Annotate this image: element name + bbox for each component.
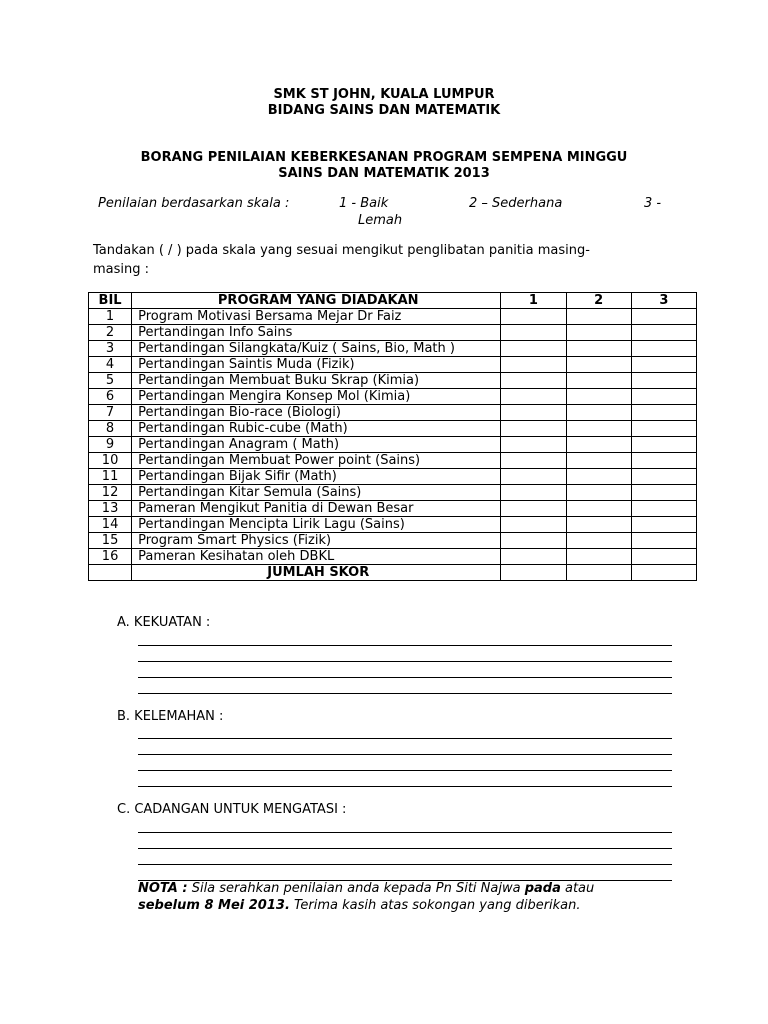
note-deadline: sebelum 8 Mei 2013. bbox=[138, 898, 290, 913]
answer-line[interactable] bbox=[138, 739, 672, 755]
row-scale-2-cell[interactable] bbox=[566, 437, 631, 453]
row-scale-2-cell[interactable] bbox=[566, 325, 631, 341]
row-scale-1-cell[interactable] bbox=[501, 437, 566, 453]
row-scale-2-cell[interactable] bbox=[566, 309, 631, 325]
table-row bbox=[89, 341, 697, 357]
row-program: Pertandingan Silangkata/Kuiz ( Sains, Bio, Math ) bbox=[132, 341, 501, 357]
table-row bbox=[89, 309, 697, 325]
instruction-line1: Tandakan ( / ) pada skala yang sesuai mengikut penglibatan panitia masing- bbox=[93, 243, 590, 258]
scale-1: 1 - Baik bbox=[339, 196, 389, 211]
row-scale-1-cell[interactable] bbox=[501, 453, 566, 469]
table-row bbox=[89, 421, 697, 437]
scale-label: Penilaian berdasarkan skala : bbox=[98, 196, 290, 211]
row-scale-1-cell[interactable] bbox=[501, 373, 566, 389]
row-scale-2-cell[interactable] bbox=[566, 549, 631, 565]
row-scale-1-cell[interactable] bbox=[501, 421, 566, 437]
row-program: Pertandingan Rubic-cube (Math) bbox=[132, 421, 501, 437]
row-scale-3-cell[interactable] bbox=[631, 357, 696, 373]
table-row bbox=[89, 325, 697, 341]
row-scale-1-cell[interactable] bbox=[501, 517, 566, 533]
section-c-lines[interactable] bbox=[138, 817, 672, 881]
table-row bbox=[89, 357, 697, 373]
row-scale-1-cell[interactable] bbox=[501, 309, 566, 325]
note-label: NOTA : bbox=[138, 881, 188, 896]
row-program: Pertandingan Kitar Semula (Sains) bbox=[132, 485, 501, 501]
row-scale-1-cell[interactable] bbox=[501, 501, 566, 517]
row-program: Pertandingan Anagram ( Math) bbox=[132, 437, 501, 453]
row-program: Pertandingan Info Sains bbox=[132, 325, 501, 341]
row-scale-2-cell[interactable] bbox=[566, 389, 631, 405]
row-scale-3-cell[interactable] bbox=[631, 389, 696, 405]
note-text-1: Sila serahkan penilaian anda kepada Pn Siti Najwa bbox=[187, 881, 525, 896]
row-bil: 7 bbox=[89, 405, 132, 421]
row-scale-2-cell[interactable] bbox=[566, 501, 631, 517]
row-scale-3-cell[interactable] bbox=[631, 309, 696, 325]
row-scale-1-cell[interactable] bbox=[501, 533, 566, 549]
table-row bbox=[89, 373, 697, 389]
row-scale-3-cell[interactable] bbox=[631, 549, 696, 565]
total-score-2[interactable] bbox=[566, 565, 631, 581]
total-score-1[interactable] bbox=[501, 565, 566, 581]
row-scale-3-cell[interactable] bbox=[631, 437, 696, 453]
answer-line[interactable] bbox=[138, 849, 672, 865]
section-a-lines[interactable] bbox=[138, 630, 672, 694]
row-scale-1-cell[interactable] bbox=[501, 485, 566, 501]
table-row bbox=[89, 405, 697, 421]
row-scale-2-cell[interactable] bbox=[566, 373, 631, 389]
total-row bbox=[89, 565, 697, 581]
row-scale-2-cell[interactable] bbox=[566, 357, 631, 373]
row-bil: 6 bbox=[89, 389, 132, 405]
table-row bbox=[89, 437, 697, 453]
row-program: Pertandingan Bio-race (Biologi) bbox=[132, 405, 501, 421]
row-program: Pertandingan Saintis Muda (Fizik) bbox=[132, 357, 501, 373]
scale-3: 3 - bbox=[644, 196, 662, 211]
row-scale-2-cell[interactable] bbox=[566, 517, 631, 533]
answer-line[interactable] bbox=[138, 723, 672, 739]
section-b-lines[interactable] bbox=[138, 723, 672, 787]
answer-line[interactable] bbox=[138, 678, 672, 694]
note bbox=[138, 880, 678, 914]
section-a-label: A. KEKUATAN : bbox=[117, 615, 211, 630]
row-bil: 12 bbox=[89, 485, 132, 501]
row-scale-3-cell[interactable] bbox=[631, 533, 696, 549]
row-scale-3-cell[interactable] bbox=[631, 405, 696, 421]
row-scale-3-cell[interactable] bbox=[631, 325, 696, 341]
school-name: SMK ST JOHN, KUALA LUMPUR bbox=[273, 87, 495, 102]
row-scale-3-cell[interactable] bbox=[631, 421, 696, 437]
row-program: Pertandingan Bijak Sifir (Math) bbox=[132, 469, 501, 485]
row-program: Program Smart Physics (Fizik) bbox=[132, 533, 501, 549]
answer-line[interactable] bbox=[138, 865, 672, 881]
row-scale-3-cell[interactable] bbox=[631, 501, 696, 517]
row-scale-1-cell[interactable] bbox=[501, 357, 566, 373]
table-header-row bbox=[89, 293, 697, 309]
row-scale-3-cell[interactable] bbox=[631, 469, 696, 485]
form-title-line1: BORANG PENILAIAN KEBERKESANAN PROGRAM SEMPENA MINGGU bbox=[140, 150, 628, 165]
total-score-3[interactable] bbox=[631, 565, 696, 581]
answer-line[interactable] bbox=[138, 630, 672, 646]
row-scale-1-cell[interactable] bbox=[501, 325, 566, 341]
note-text-3: Terima kasih atas sokongan yang diberikan. bbox=[289, 898, 581, 913]
header-scale-3: 3 bbox=[631, 293, 696, 309]
row-scale-2-cell[interactable] bbox=[566, 469, 631, 485]
row-scale-1-cell[interactable] bbox=[501, 341, 566, 357]
answer-line[interactable] bbox=[138, 662, 672, 678]
row-scale-3-cell[interactable] bbox=[631, 485, 696, 501]
total-bil-cell bbox=[89, 565, 132, 581]
table-row bbox=[89, 453, 697, 469]
row-bil: 2 bbox=[89, 325, 132, 341]
table-row bbox=[89, 549, 697, 565]
row-scale-3-cell[interactable] bbox=[631, 453, 696, 469]
row-scale-2-cell[interactable] bbox=[566, 453, 631, 469]
row-program: Pertandingan Mencipta Lirik Lagu (Sains) bbox=[132, 517, 501, 533]
row-scale-1-cell[interactable] bbox=[501, 389, 566, 405]
row-program: Pertandingan Membuat Buku Skrap (Kimia) bbox=[132, 373, 501, 389]
row-bil: 13 bbox=[89, 501, 132, 517]
row-bil: 14 bbox=[89, 517, 132, 533]
row-scale-3-cell[interactable] bbox=[631, 373, 696, 389]
row-program: Pameran Kesihatan oleh DBKL bbox=[132, 549, 501, 565]
row-program: Program Motivasi Bersama Mejar Dr Faiz bbox=[132, 309, 501, 325]
row-program: Pameran Mengikut Panitia di Dewan Besar bbox=[132, 501, 501, 517]
scale-3-label: Lemah bbox=[358, 213, 403, 228]
row-bil: 1 bbox=[89, 309, 132, 325]
answer-line[interactable] bbox=[138, 817, 672, 833]
form-title-line2: SAINS DAN MATEMATIK 2013 bbox=[278, 166, 490, 181]
table-row bbox=[89, 501, 697, 517]
answer-line[interactable] bbox=[138, 646, 672, 662]
header-program: PROGRAM YANG DIADAKAN bbox=[132, 293, 501, 309]
row-bil: 15 bbox=[89, 533, 132, 549]
note-text-2: atau bbox=[560, 881, 595, 896]
row-program: Pertandingan Membuat Power point (Sains) bbox=[132, 453, 501, 469]
row-bil: 16 bbox=[89, 549, 132, 565]
answer-line[interactable] bbox=[138, 755, 672, 771]
header-bil: BIL bbox=[89, 293, 132, 309]
row-scale-1-cell[interactable] bbox=[501, 549, 566, 565]
row-scale-2-cell[interactable] bbox=[566, 341, 631, 357]
row-bil: 10 bbox=[89, 453, 132, 469]
row-scale-2-cell[interactable] bbox=[566, 485, 631, 501]
answer-line[interactable] bbox=[138, 833, 672, 849]
row-bil: 4 bbox=[89, 357, 132, 373]
answer-line[interactable] bbox=[138, 771, 672, 787]
department-name: BIDANG SAINS DAN MATEMATIK bbox=[267, 103, 501, 118]
instruction-line2: masing : bbox=[93, 262, 150, 277]
row-scale-3-cell[interactable] bbox=[631, 341, 696, 357]
row-bil: 3 bbox=[89, 341, 132, 357]
total-label: JUMLAH SKOR bbox=[132, 565, 501, 581]
table-row bbox=[89, 469, 697, 485]
row-program: Pertandingan Mengira Konsep Mol (Kimia) bbox=[132, 389, 501, 405]
row-bil: 8 bbox=[89, 421, 132, 437]
note-pada: pada bbox=[524, 881, 561, 896]
table-row bbox=[89, 485, 697, 501]
row-scale-2-cell[interactable] bbox=[566, 405, 631, 421]
row-scale-2-cell[interactable] bbox=[566, 533, 631, 549]
table-row bbox=[89, 533, 697, 549]
row-scale-1-cell[interactable] bbox=[501, 469, 566, 485]
row-scale-3-cell[interactable] bbox=[631, 517, 696, 533]
section-b-label: B. KELEMAHAN : bbox=[117, 709, 224, 724]
header-scale-2: 2 bbox=[566, 293, 631, 309]
table-row bbox=[89, 517, 697, 533]
score-table bbox=[88, 292, 697, 581]
row-scale-1-cell[interactable] bbox=[501, 405, 566, 421]
header-scale-1: 1 bbox=[501, 293, 566, 309]
row-bil: 9 bbox=[89, 437, 132, 453]
scale-2: 2 – Sederhana bbox=[469, 196, 563, 211]
row-bil: 5 bbox=[89, 373, 132, 389]
table-row bbox=[89, 389, 697, 405]
row-bil: 11 bbox=[89, 469, 132, 485]
section-c-label: C. CADANGAN UNTUK MENGATASI : bbox=[117, 802, 347, 817]
row-scale-2-cell[interactable] bbox=[566, 421, 631, 437]
